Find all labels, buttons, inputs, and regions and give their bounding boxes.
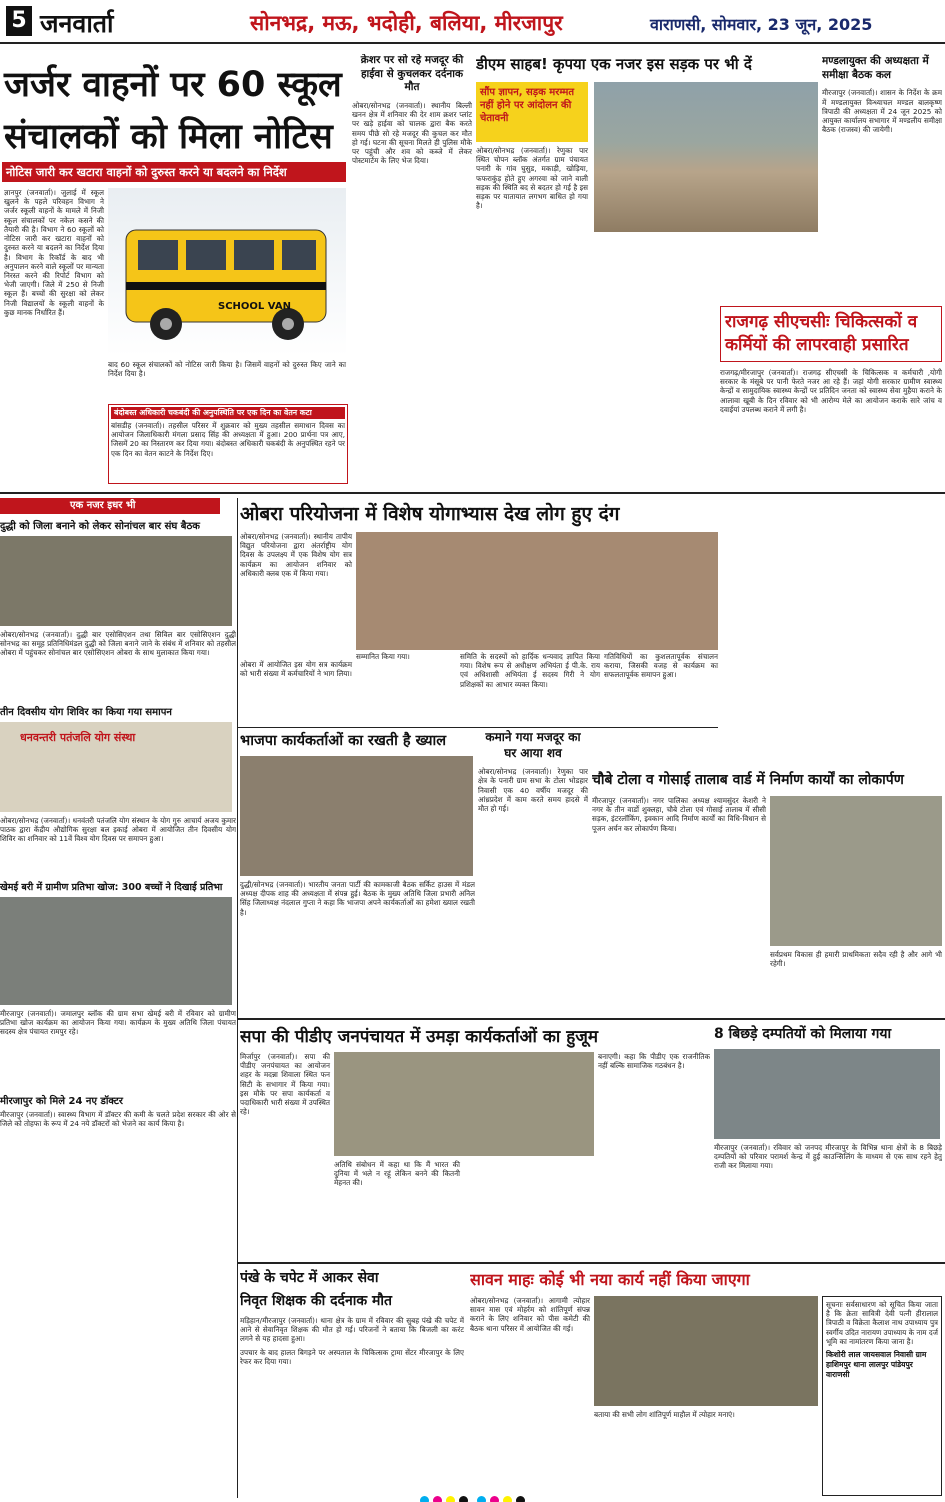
truck-headline: क्रेशर पर सो रहे मजदूर की हाईवा से कुचलकर दर्दनाक मौत (360, 54, 464, 94)
chaubey-photo (770, 796, 942, 946)
chaubey-caption: सर्वप्रथम विकास ही हमारी प्राथमिकता सदैव रही है और आगे भी रहेगी। (770, 950, 942, 969)
obra-body4: गतिविधियों का कुशलतापूर्वक संचालन कराया, जिसकी वजह से कार्यक्रम का सफलतापूर्वक समापन हुआ। (604, 652, 718, 680)
dudhi-photo (0, 536, 232, 626)
notice-sign: किशोरी लाल जायसवाल निवासी ग्राम हाशिमपुर थाना लालपुर पांडेयपुर वाराणसी (826, 1350, 927, 1380)
rule-1 (0, 492, 945, 494)
sapa-story (240, 1024, 710, 1259)
ek-nazar-column (0, 498, 236, 1498)
paper-title: जनवार्ता (40, 9, 114, 38)
rajgarh-headline: राजगढ़ सीएचसीः चिकित्सकों व कर्मियों की लापरवाही प्रसारित (720, 306, 942, 362)
road-photo (594, 82, 818, 232)
sawan-body2: बताया की सभी लोग शांतिपूर्ण माहौल में त्योहार मनाएं। (594, 1410, 735, 1419)
obra-body2: ओबरा में आयोजित इस योग सत्र कार्यक्रम को भारी संख्या में कर्मचारियों ने भाग लिया। (240, 660, 352, 679)
sapa-body: मिर्जापुर (जनवार्ता)। सपा की पीडीए जनपंचायत का आयोजन शहर के मदन्ना शिवाला स्थित फन सिटी के सभागार में किया गया। इस मौके पर सपा कार्यकर्ता व पदाधिकारी भारी संख्या में उपस्थित रहे। (240, 1052, 330, 1117)
obra-yoga-story (240, 500, 720, 725)
bandobast-body: बांसडीह (जनवार्ता)। तहसील परिसर में शुक्रवार को मुख्य तहसील समाधान दिवस का आयोजन जिलाधिकारी मंगला प्रसाद सिंह की अध्यक्षता में हुआ। 200 प्रार्थना पत्र आए, जिसमें 20 का निस्तारण कर दिया गया। बंदोबस्त अधिकारी चकबंदी के अनुपस्थित रहने पर एक दिन का वेतन काटने के निर्देश दिए। (111, 421, 345, 458)
sawan-photo (594, 1296, 818, 1406)
dm-body: ओबरा/सोनभद्र (जनवार्ता)। रेणुका पार स्थित चोपन ब्लॉक अंतर्गत ग्राम पंचायत पनारी के गांव घुसुड, मकाड़ी, खोड़िया, फफराकुंड़ होते हुए अगरवा को जाने वाली सड़क की स्थिति बद से बदतर हो गई है इस सड़क पर यातायात लगभग बाधित हो गया है। (476, 146, 588, 211)
obra-headline: ओबरा परियोजना में विशेष योगाभ्यास देख लोग हुए दंग (240, 503, 620, 525)
pankha-body2: उपचार के बाद हालत बिगड़ने पर अस्पताल के चिकित्सक ट्रामा सेंटर मीरजापुर के लिए रेफर कर दिया गया। (240, 1347, 464, 1366)
van-text: SCHOOL VAN (218, 301, 291, 312)
mazdoor-headline: कमाने गया मजदूर का घर आया शव (485, 730, 581, 760)
rule-3 (238, 1018, 945, 1020)
bichhde-photo (714, 1049, 940, 1139)
bhajpa-photo (240, 756, 473, 876)
sawan-headline: सावन माहः कोई भी नया कार्य नहीं किया जाएगा (470, 1270, 750, 1289)
rule-4 (238, 1262, 945, 1264)
notice-box (822, 1296, 942, 1496)
doctor-title: मीरजापुर को मिले 24 नए डॉक्टर (0, 1096, 123, 1107)
lead-body: ज्ञानपुर (जनवार्ता)। जुलाई में स्कूल खुलने के पहले परिवहन विभाग ने जर्जर स्कूली वाहनों के मामले में निजी स्कूल संचालकों पर नकेल कसने की तैयारी की है। विभाग ने 60 स्कूलों को नोटिस जारी कर खटारा वाहनों को दुरुस्त करने या बदलने का निर्देश दिया है। विभाग के रिकॉर्ड के बाद भी अनुपालन करने वाले स्कूलों पर मान्यता निरस्त करने की रिपोर्ट विभाग को भेजी जाएगी। जिले में 250 से निजी स्कूल हैं। बच्चों की सुरक्षा को लेकर निजी विद्यालयों के स्कूली वाहनों के कुछ मानक निर्धारित हैं। (4, 188, 104, 317)
dudhi-body: ओबरा/सोनभद्र (जनवार्ता)। दुद्धी बार एसोसिएशन तथा सिविल बार एसोसिएशन दुद्धी सोनभद्र का समूह प्रतिनिधिमंडल दुद्धी को जिला बनाने जाने के संबंध में शनिवार को तहसील ओबरा में पहुंचकर सोनांचल बार एसोसिएशन ओबरा के साथ मुलाकात किया गया। (0, 630, 236, 658)
bhajpa-body: दुद्धी/सोनभद्र (जनवार्ता)। भारतीय जनता पार्टी की कामकाजी बैठक सर्किट हाउस में मंडल अध्यक्ष दीपक शाह की अध्यक्षता में संपन्न हुई। बैठक के मुख्य अतिथि जिला प्रभारी अनिल सिंह जिलाध्यक्ष नंदलाल गुप्ता ने कहा कि भाजपा अपने कार्यकर्ताओं का हमेशा ख्याल रखती है। (240, 880, 475, 917)
rule-5 (237, 498, 238, 1498)
doctor-body: मीरजापुर (जनवार्ता)। स्वास्थ्य विभाग में डॉक्टर की कमी के चलते प्रदेश सरकार की ओर से जिले को तोहफा के रूप में 24 नये डॉक्टरों को भेजने का कार्य किया है। (0, 1110, 236, 1129)
school-van-photo (108, 188, 346, 356)
yoga-banner: धनवन्तरी पतंजलि योग संस्था (20, 731, 136, 744)
khel-body: मीरजापुर (जनवार्ता)। जमालपुर ब्लॉक की ग्राम सभा खेमई बरी में रविवार को ग्रामीण प्रतिभा खोज कार्यक्रम का आयोजन किया गया। कार्यक्रम के मुख्य अतिथि जिला पंचायत सदस्य क्षेत्र पंचायत रामपुर रहे। (0, 1009, 236, 1037)
sawan-story (470, 1268, 942, 1498)
obra-caption: सम्मानित किया गया। (356, 652, 410, 661)
dm-box: सौंप ज्ञापन, सड़क मरम्मत नहीं होने पर आंदोलन की चेतावनी (476, 82, 588, 142)
truck-story (352, 54, 472, 484)
obra-body: ओबरा/सोनभद्र (जनवार्ता)। स्थानीय तापीय विद्युत परियोजना द्वारा अंतर्राष्ट्रीय योग दिवस के उपलक्ष्य में एक विशेष योग सत्र कार्यक्रम का आयोजन शनिवार को अधिकारी क्लब एक में किया गया। (240, 532, 352, 578)
rajgarh-body: राजगढ़/मीरजापुर (जनवार्ता)। राजगढ़ सीएचसी के चिकित्सक व कर्मचारी ,योगी सरकार के मंसूबे पर पानी फेरते नजर आ रहे हैं। जहां योगी सरकार ग्रामीण स्वास्थ्य केन्द्रों व सामुदायिक स्वास्थ्य केन्द्रों पर प्रतिदिन जनता को स्वास्थ्य सेवा मुहैया कराने के आलावा खूबी के दिन रविवार को भी आरोग्य मेले का आयोजन कराके सारे जांच व दवाईयां उपलब्ध कराने में लगी है। (720, 367, 942, 414)
bhajpa-story (240, 730, 475, 1010)
page-number: 5 (6, 6, 32, 36)
pankha-body: मड़िहान/मीरजापुर (जनवार्ता)। थाना क्षेत्र के ग्राम में रविवार की सुबह पंखे की चपेट में आने से सेवानिवृत शिक्षक की मौत हो गई। परिजनों ने बताया कि बिजली का करंट लगने से यह हादसा हुआ। (240, 1316, 464, 1344)
mazdoor-story (478, 730, 588, 1010)
registration-marks (200, 1490, 745, 1502)
sawan-body: ओबरा/सोनभद्र (जनवार्ता)। आगामी त्योहार सावन मास एवं मोहर्रम को शांतिपूर्ण संपन्न कराने के लिए शनिवार को पीस कमेटी की बैठक थाना परिसर में आयोजित की गई। (470, 1296, 590, 1333)
bhajpa-headline: भाजपा कार्यकर्ताओं का रखती है ख्याल (240, 733, 447, 749)
sapa-headline: सपा की पीडीए जनपंचायत में उमड़ा कार्यकर्ताओं का हुजूम (240, 1027, 599, 1047)
bichhde-body: मीरजापुर (जनवार्ता)। रविवार को जनपद मीरजापुर के विभिन्न थाना क्षेत्रों के 8 बिछड़े दम्पतियों को परिवार परामर्श केन्द्र में हुई काउन्सिलिंग के माध्यम से एक साथ रहने हेतु राजी कर मिलाया गया। (714, 1143, 942, 1171)
pankha-story (240, 1268, 464, 1498)
masthead (0, 0, 945, 44)
chaubey-headline: चौबे टोला व गोसाई तालाब वार्ड में निर्माण कार्यों का लोकार्पण (592, 772, 904, 788)
lead-subhead: नोटिस जारी कर खटारा वाहनों को दुरुस्त करने या बदलने का निर्देश (2, 162, 346, 182)
bandobast-story (108, 404, 348, 484)
obra-yoga-photo (356, 532, 718, 650)
rajgarh-story (720, 306, 942, 776)
truck-body: ओबरा/सोनभद्र (जनवार्ता)। स्थानीय बिल्ली खनन क्षेत्र में शनिवार की देर शाम क्रशर प्लांट पर खड़े हाईवा को चालक द्वारा बैक करते समय पीछे सो रहे मजदूर की कुचल कर मौत हो गई। घटना की सूचना मिलते ही पुलिस मौके पर पहुंची और शव को कब्जे में लेकर पोस्टमार्टम के लिए भेज दिया। (352, 100, 472, 166)
mandal-headline: मण्डलायुक्त की अध्यक्षता में समीक्षा बैठक कल (822, 55, 929, 82)
dm-headline: डीएम साहब! कृपया एक नजर इस सड़क पर भी दें (476, 55, 752, 73)
bandobast-headline: बंदोबस्त अधिकारी चकबंदी की अनुपस्थिति पर एक दिन का वेतन कटा (111, 407, 345, 419)
pankha-headline-1: पंखे के चपेट में आकर सेवा (240, 1270, 379, 1286)
mazdoor-body: ओबरा/सोनभद्र (जनवार्ता)। रेणुका पार क्षेत्र के पनारी ग्राम सभा के टोला भोडहार निवासी एक 40 वर्षीय मजदूर की आंध्रप्रदेश में काम करते समय हादसे में मौत हो गई। (478, 767, 588, 814)
obra-body3: समिति के सदस्यों को हार्दिक धन्यवाद ज्ञापित किया गया। विशेष रूप से अधीक्षण अभियंता ई पी.के. राय एवं अधिशासी अभियंता ई सदस्य गिरी ने योग प्रशिक्षकों का आभार व्यक्त किया। (460, 652, 600, 689)
sapa-body3: बनाएगी। कहा कि पीडीए एक राजनीतिक नहीं बल्कि सामाजिक गठबंधन है। (598, 1052, 710, 1071)
mandal-body: मीरजापुर (जनवार्ता)। शासन के निर्देश के क्रम में मण्डलायुक्त विन्ध्याचल मण्डल बालकृष्ण त्रिपाठी की अध्यक्षता में 24 जून 2025 को आयुक्त कार्यालय सभागार में मण्डलीय समीक्षा बैठक (राजस्व) की जायेगी। (822, 88, 942, 135)
yoga-camp-photo (0, 722, 232, 812)
lead-headline-1: जर्जर वाहनों पर 60 स्कूल (4, 65, 342, 105)
chaubey-story (592, 770, 942, 1010)
mandal-story (822, 54, 942, 304)
pankha-headline-2: निवृत शिक्षक की दर्दनाक मौत (240, 1293, 392, 1309)
sapa-body2: अतिथि संबोधन में कहा था कि मैं भारत की दुनिया में भले न रहूं लेकिन बनने की कितनी मेहनत की। (334, 1160, 460, 1188)
chaubey-body: मीरजापुर (जनवार्ता)। नगर पालिका अध्यक्ष श्यामसुंदर केशरी ने नगर के तीन वार्डो शुक्लहा, चौबे टोला एवं गोसाई तालाब में सीसी सड़क, इंटरलॉकिंग, इवकान आदि निर्माण कार्यों का विधि-विधान से पूजन अर्चन कर लोकार्पण किया। (592, 796, 766, 833)
rule-2 (238, 727, 718, 728)
lead-headline-2: संचालकों को मिला नोटिस (4, 117, 333, 157)
yoga-camp-title: तीन दिवसीय योग शिविर का किया गया समापन (0, 707, 172, 718)
lead-caption: बाद 60 स्कूल संचालकों को नोटिस जारी किया है। जिसमें वाहनों को दुरुस्त किए जाने का निर्देश दिया है। (108, 360, 346, 379)
yoga-camp-body: ओबरा/सोनभद्र (जनवार्ता)। धनवंतरी पतंजलि योग संस्थान के योग गुरु आचार्य अजय कुमार पाठक द्वारा केंद्रीय औद्योगिक सुरक्षा बल इकाई ओबरा में आयोजित तीन दिवसीय योग शिविर का शनिवार को 11वें विश्व योग दिवस पर समापन हुआ। (0, 816, 236, 844)
khel-photo (0, 897, 232, 1005)
districts: सोनभद्र, मऊ, भदोही, बलिया, मीरजापुर (250, 11, 563, 35)
ek-nazar-tag: एक नजर इधर भी (0, 498, 220, 514)
dateline: वाराणसी, सोमवार, 23 जून, 2025 (650, 15, 873, 34)
bichhde-story (714, 1024, 942, 1259)
notice-body: सूचनाः सर्वसाधारण को सूचित किया जाता है कि क्रेता सावित्री देवी पत्नी हीरालाल त्रिपाठी व विक्रेता कैलाश नाथ उपाध्याय पुत्र स्वर्गीय उदित नारायण उपाध्याय के नाम दर्ज भूमि का नामांतरण किया जाना है। (826, 1300, 938, 1346)
khel-title: खेमई बरी में ग्रामीण प्रतिभा खोज: 300 बच्चों ने दिखाई प्रतिभा (0, 882, 223, 893)
bichhde-headline: 8 बिछड़े दम्पतियों को मिलाया गया (714, 1026, 892, 1042)
dudhi-headline: दुद्धी को जिला बनाने को लेकर सोनांचल बार संघ बैठक (0, 521, 200, 532)
school-van-illustration (108, 188, 346, 356)
sapa-photo (334, 1052, 594, 1156)
